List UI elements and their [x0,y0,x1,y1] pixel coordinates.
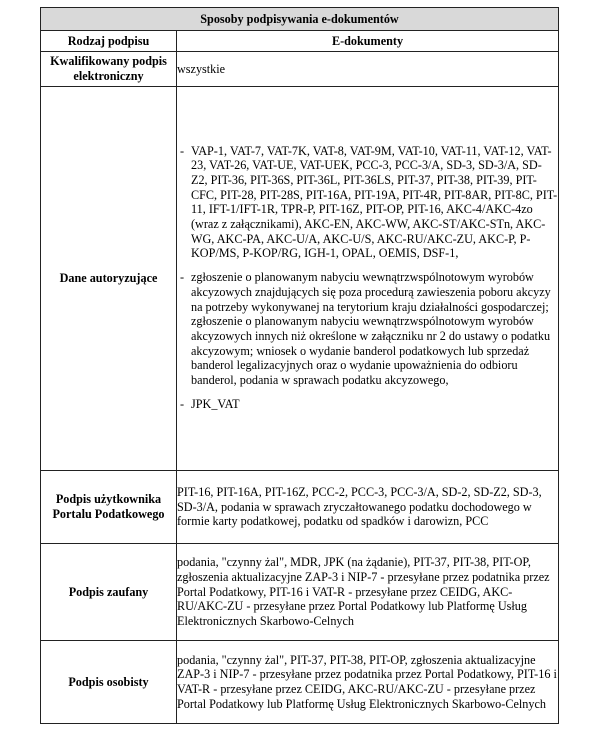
documents-cell [177,87,559,471]
documents-cell: PIT-16, PIT-16A, PIT-16Z, PCC-2, PCC-3, PCC-3/A, SD-2, SD-Z2, SD-3, SD-3/A, podania w sprawach zryczałtowanego podatku dochodowego w formie karty podatkowej, podatku od spadków i darowizn, PCC [177,471,559,544]
header-e-documents: E-dokumenty [177,31,559,52]
table-row [41,641,559,724]
documents-cell: podania, "czynny żal", MDR, JPK (na żądanie), PIT-37, PIT-38, PIT-OP, zgłoszenia aktualizacyjne ZAP-3 i NIP-7 - przesyłane przez podatnika przez Portal Podatkowy, PIT-16 i VAT-R - przesyłane przez CEIDG, AKC-RU/AKC-ZU - przesyłane przez Portal Podatkowy lub Platformę Usług Elektronicznych Skarbowo-Celnych [177,544,559,641]
list-item: - JPK_VAT [177,397,558,412]
table-title: Sposoby podpisywania e-dokumentów [41,8,559,31]
table-header-row [41,31,559,52]
table-title-row [41,8,559,31]
documents-list [177,144,558,412]
signature-type-cell: Kwalifikowany podpis elektroniczny [41,52,177,87]
table-row [41,87,559,471]
signature-type-cell: Podpis osobisty [41,641,177,724]
table-row [41,544,559,641]
table-row [41,471,559,544]
documents-cell: wszystkie [177,52,559,87]
header-signature-type: Rodzaj podpisu [41,31,177,52]
signature-methods-table [40,7,559,724]
list-item: - VAP-1, VAT-7, VAT-7K, VAT-8, VAT-9M, VAT-10, VAT-11, VAT-12, VAT-23, VAT-26, VAT-UE, VAT-UEK, PCC-3, PCC-3/A, SD-3, SD-3/A, SD-Z2, PIT-36, PIT-36S, PIT-36L, PIT-36LS, PIT-37, PIT-38, PIT-39, PIT-CFC, PIT-28, PIT-28S, PIT-16A, PIT-19A, PIT-4R, PIT-8AR, PIT-8C, PIT-11, IFT-1/IFT-1R, TPR-P, PIT-16Z, PIT-OP, PIT-16, AKC-4/AKC-4zo (wraz z załącznikami), AKC-EN, AKC-WW, AKC-ST/AKC-STn, AKC-WG, AKC-PA, AKC-U/A, AKC-U/S, AKC-RU/AKC-ZU, AKC-P, P-KOP/MS, P-KOP/RG, IGH-1, OPAL, OEMIS, DSF-1, [177,144,558,262]
signature-type-cell: Podpis użytkownika Portalu Podatkowego [41,471,177,544]
list-item: - zgłoszenie o planowanym nabyciu wewnątrzwspólnotowym wyrobów akcyzowych znajdujących się poza procedurą zawieszenia poboru akcyzy na potrzeby wykonywanej na terytorium kraju działalności gospodarczej; zgłoszenie o planowanym nabyciu wewnątrzwspólnotowym wyrobów akcyzowych innych niż określone w załączniku nr 2 do ustawy o podatku akcyzowym; wniosek o wydanie banderol podatkowych lub sprzedaż banderol legalizacyjnych oraz o wydanie upoważnienia do odbioru banderol, podania w sprawach podatku akcyzowego, [177,270,558,388]
signature-type-cell: Podpis zaufany [41,544,177,641]
documents-cell: podania, "czynny żal", PIT-37, PIT-38, PIT-OP, zgłoszenia aktualizacyjne ZAP-3 i NIP-7 - przesyłane przez podatnika przez Portal Podatkowy, PIT-16 i VAT-R - przesyłane przez CEIDG, AKC-RU/AKC-ZU - przesyłane przez Portal Podatkowy lub Platformę Usług Elektronicznych Skarbowo-Celnych [177,641,559,724]
table-row [41,52,559,87]
signature-type-cell: Dane autoryzujące [41,87,177,471]
